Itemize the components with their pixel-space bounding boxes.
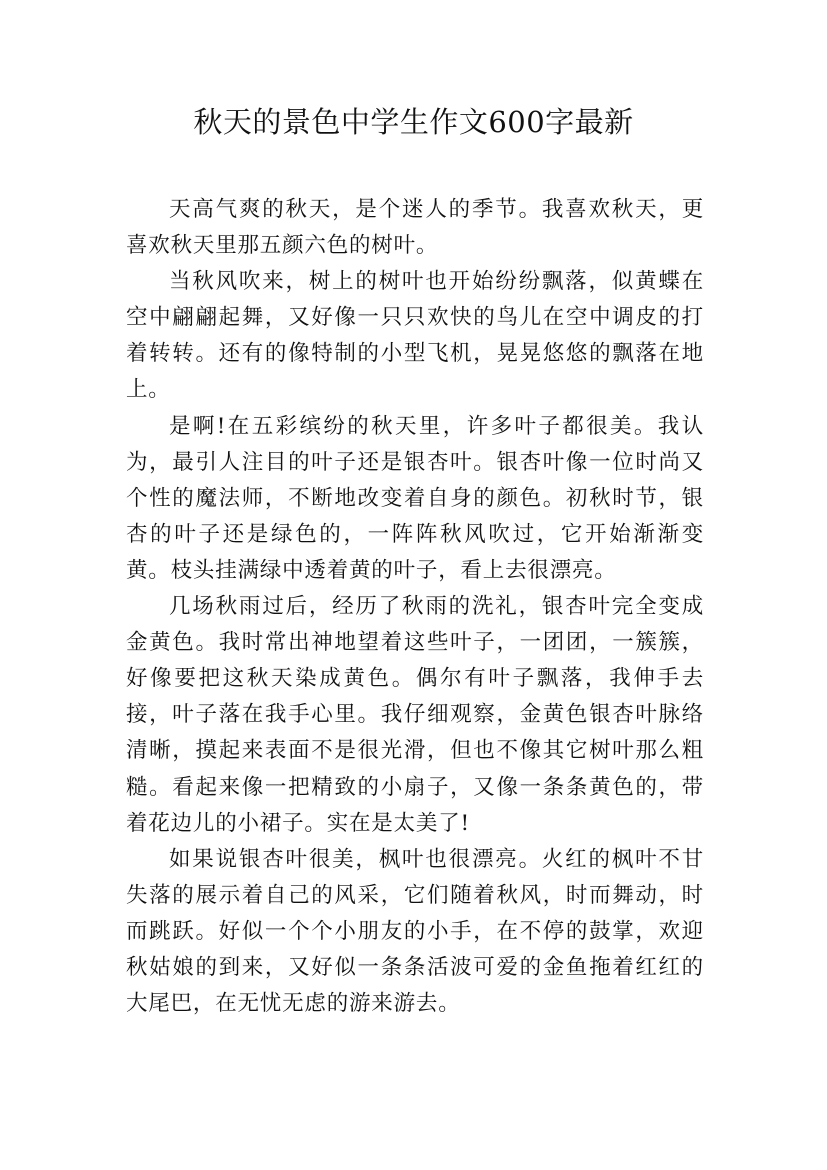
paragraph-4: 几场秋雨过后，经历了秋雨的洗礼，银杏叶完全变成金黄色。我时常出神地望着这些叶子，一团团，一簇簇，好像要把这秋天染成黄色。偶尔有叶子飘落，我伸手去接，叶子落在我手心里。我仔细观察，金黄色银杏叶脉络清晰，摸起来表面不是很光滑，但也不像其它树叶那么粗糙。看起来像一把精致的小扇子，又像一条条黄色的，带着花边儿的小裙子。实在是太美了! bbox=[126, 594, 704, 836]
paragraph-1: 天高气爽的秋天，是个迷人的季节。我喜欢秋天，更喜欢秋天里那五颜六色的树叶。 bbox=[126, 197, 704, 259]
document-title: 秋天的景色中学生作文600字最新 bbox=[193, 105, 634, 139]
paragraph-5: 如果说银杏叶很美，枫叶也很漂亮。火红的枫叶不甘失落的展示着自己的风采，它们随着秋风，时而舞动，时而跳跃。好似一个个小朋友的小手，在不停的鼓掌，欢迎秋姑娘的到来，又好似一条条活波可爱的金鱼拖着红红的大尾巴，在无忧无虑的游来游去。 bbox=[126, 846, 704, 1017]
essay-body bbox=[126, 192, 704, 1022]
paragraph-2: 当秋风吹来，树上的树叶也开始纷纷飘落，似黄蝶在空中翩翩起舞，又好像一只只欢快的鸟儿在空中调皮的打着转转。还有的像特制的小型飞机，晃晃悠悠的飘落在地上。 bbox=[126, 269, 704, 403]
paragraph-3: 是啊!在五彩缤纷的秋天里，许多叶子都很美。我认为，最引人注目的叶子还是银杏叶。银杏叶像一位时尚又个性的魔法师，不断地改变着自身的颜色。初秋时节，银杏的叶子还是绿色的，一阵阵秋风吹过，它开始渐渐变黄。枝头挂满绿中透着黄的叶子，看上去很漂亮。 bbox=[126, 413, 704, 583]
